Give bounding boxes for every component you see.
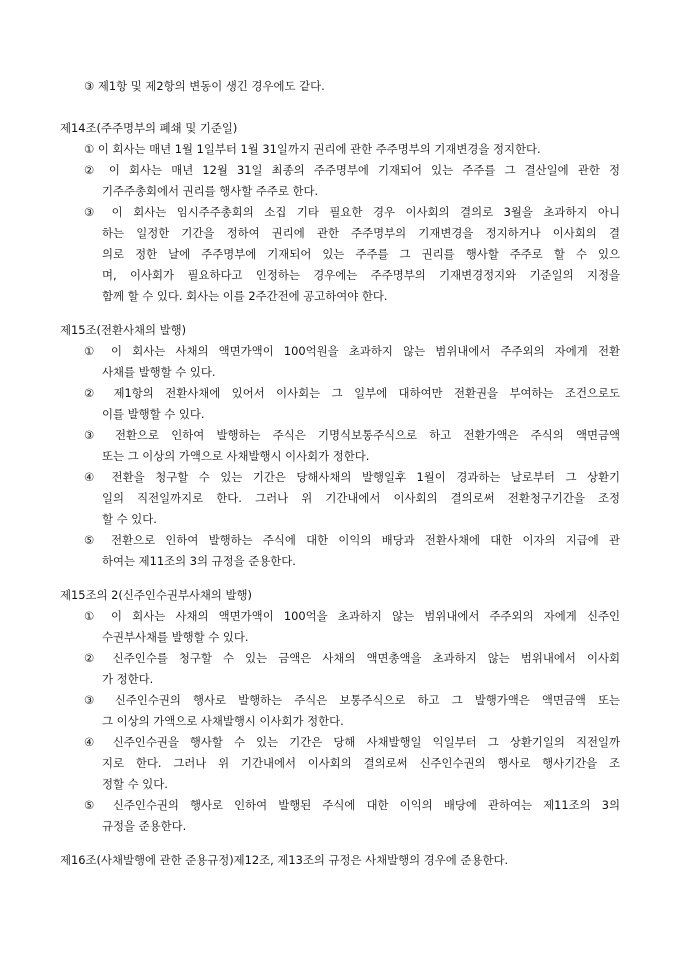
- article-15-clause-3: ③ 전환으로 인하여 발행하는 주식은 기명식보통주식으로 하고 전환가액은 주식의 액면금액: [84, 428, 620, 442]
- article-15-clause-3-cont: 또는 그 이상의 가액으로 사채발행시 이사회가 정한다.: [102, 449, 370, 463]
- article-15-2-clause-4-cont: 지로 한다. 그러나 위 기간내에서 이사회의 결의로써 신주인수권의 행사로 행사기간을 조: [102, 756, 620, 770]
- article-14-clause-2-cont: 기주주총회에서 권리를 행사할 주주로 한다.: [102, 184, 319, 198]
- article-15-clause-1: ① 이 회사는 사채의 액면가액이 100억원을 초과하지 않는 범위내에서 주주외의 자에게 전환: [84, 344, 620, 358]
- article-15-2-heading: 제15조의 2(신주인수권부사채의 발행): [60, 588, 252, 602]
- article-15-clause-2-cont: 이를 발행할 수 있다.: [102, 407, 205, 421]
- article-15-2-clause-4: ④ 신주인수권을 행사할 수 있는 기간은 당해 사채발행일 익일부터 그 상환기일의 직전일까: [84, 735, 620, 749]
- article-14-clause-3-cont: 하는 일정한 기간을 정하여 권리에 관한 주주명부의 기재변경을 정지하거나 이사회의 결: [102, 226, 620, 240]
- article-15-2-clause-1: ① 이 회사는 사채의 액면가액이 100억을 초과하지 않는 범위내에서 주주외의 자에게 신주인: [84, 609, 620, 623]
- article-14-clause-3-cont: 며, 이사회가 필요하다고 인정하는 경우에는 주주명부의 기재변경정지와 기준일의 지정을: [102, 268, 620, 282]
- article-15-2-clause-3: ③ 신주인수권의 행사로 발행하는 주식은 보통주식으로 하고 그 발행가액은 액면금액 또는: [84, 693, 620, 707]
- article-14-clause-2: ② 이 회사는 매년 12월 31일 최종의 주주명부에 기재되어 있는 주주를 그 결산일에 관한 정: [84, 163, 620, 177]
- article-15-clause-4: ④ 전환을 청구할 수 있는 기간은 당해사채의 발행일후 1월이 경과하는 날로부터 그 상환기: [84, 470, 620, 484]
- article-15-2-clause-5-cont: 규정을 준용한다.: [102, 819, 187, 833]
- article-15-heading: 제15조(전환사채의 발행): [60, 323, 187, 337]
- article-15-2-clause-3-cont: 그 이상의 가액으로 사채발행시 이사회가 정한다.: [102, 714, 344, 728]
- article-13-clause-3: ③ 제1항 및 제2항의 변동이 생긴 경우에도 같다.: [84, 79, 325, 93]
- article-15-clause-4-cont: 할 수 있다.: [102, 512, 157, 526]
- article-14-heading: 제14조(주주명부의 폐쇄 및 기준일): [60, 121, 238, 135]
- article-15-clause-4-cont: 일의 직전일까지로 한다. 그러나 위 기간내에서 이사회의 결의로써 전환청구기간을 조정: [102, 491, 620, 505]
- article-15-clause-1-cont: 사채를 발행할 수 있다.: [102, 365, 216, 379]
- article-14-clause-3-cont: 함께 할 수 있다. 회사는 이를 2주간전에 공고하여야 한다.: [102, 289, 388, 303]
- article-15-clause-2: ② 제1항의 전환사채에 있어서 이사회는 그 일부에 대하여만 전환권을 부여하는 조건으로도: [84, 386, 620, 400]
- article-15-2-clause-5: ⑤ 신주인수권의 행사로 인하여 발행된 주식에 대한 이익의 배당에 관하여는 제11조의 3의: [84, 798, 620, 812]
- article-15-2-clause-2: ② 신주인수를 청구할 수 있는 금액은 사채의 액면총액을 초과하지 않는 범위내에서 이사회: [84, 651, 620, 665]
- article-15-2-clause-2-cont: 가 정한다.: [102, 672, 154, 686]
- article-14-clause-3: ③ 이 회사는 임시주주총회의 소집 기타 필요한 경우 이사회의 결의로 3월을 초과하지 아니: [84, 205, 620, 219]
- article-14-clause-3-cont: 의로 정한 날에 주주명부에 기재되어 있는 주주를 그 권리를 행사할 주주로 할 수 있으: [102, 247, 620, 261]
- article-14-clause-1: ① 이 회사는 매년 1월 1일부터 1월 31일까지 권리에 관한 주주명부의 기재변경을 정지한다.: [84, 142, 541, 156]
- article-15-clause-5-cont: 하여는 제11조의 3의 규정을 준용한다.: [102, 554, 296, 568]
- article-15-clause-5: ⑤ 전환으로 인하여 발행하는 주식에 대한 이익의 배당과 전환사채에 대한 이자의 지급에 관: [84, 533, 620, 547]
- article-16: 제16조(사채발행에 관한 준용규정)제12조, 제13조의 규정은 사채발행의 경우에 준용한다.: [60, 853, 509, 867]
- article-15-2-clause-4-cont: 정할 수 있다.: [102, 777, 168, 791]
- article-15-2-clause-1-cont: 수권부사채를 발행할 수 있다.: [102, 630, 249, 644]
